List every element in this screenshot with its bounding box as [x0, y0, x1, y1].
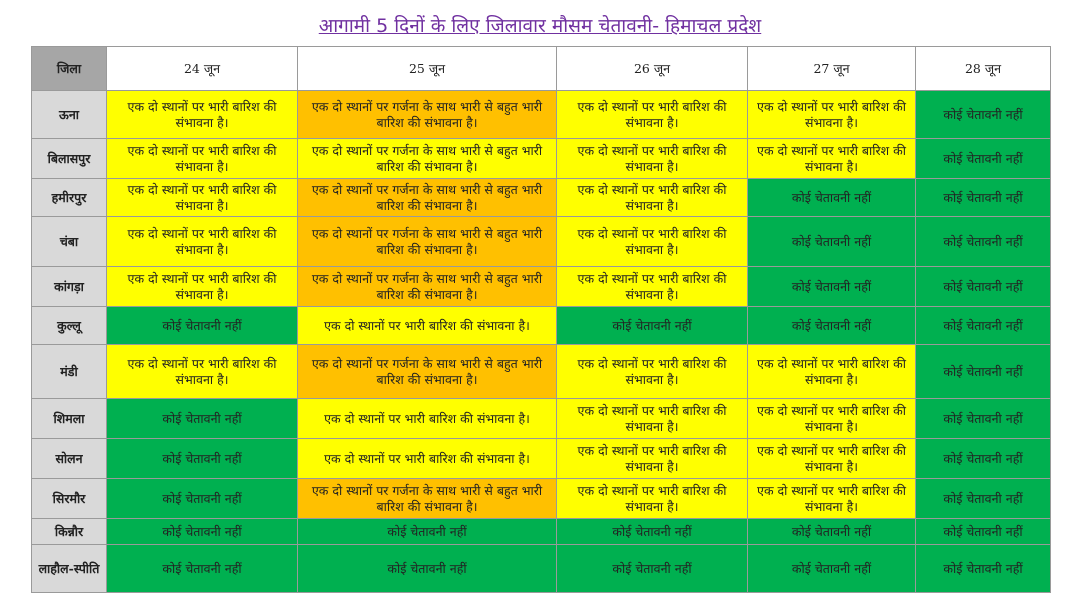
- warning-cell: कोई चेतावनी नहीं: [748, 217, 916, 267]
- warning-cell: कोई चेतावनी नहीं: [298, 545, 557, 593]
- warning-cell: कोई चेतावनी नहीं: [748, 307, 916, 345]
- district-name: बिलासपुर: [32, 139, 107, 179]
- warning-cell: एक दो स्थानों पर भारी बारिश की संभावना है।: [557, 217, 748, 267]
- warning-cell: एक दो स्थानों पर गर्जना के साथ भारी से बहुत भारी बारिश की संभावना है।: [298, 139, 557, 179]
- district-name: मंडी: [32, 345, 107, 399]
- warning-cell: एक दो स्थानों पर गर्जना के साथ भारी से बहुत भारी बारिश की संभावना है।: [298, 179, 557, 217]
- district-name: सिरमौर: [32, 479, 107, 519]
- warning-cell: कोई चेतावनी नहीं: [916, 519, 1051, 545]
- warning-cell: कोई चेतावनी नहीं: [916, 545, 1051, 593]
- warning-cell: कोई चेतावनी नहीं: [107, 439, 298, 479]
- warning-cell: कोई चेतावनी नहीं: [107, 307, 298, 345]
- warning-cell: कोई चेतावनी नहीं: [557, 519, 748, 545]
- table-row: [32, 139, 1051, 179]
- warning-cell: कोई चेतावनी नहीं: [748, 519, 916, 545]
- district-column-header: जिला: [32, 47, 107, 91]
- warning-cell: एक दो स्थानों पर भारी बारिश की संभावना है।: [748, 399, 916, 439]
- warning-cell: कोई चेतावनी नहीं: [916, 91, 1051, 139]
- warning-cell: कोई चेतावनी नहीं: [107, 519, 298, 545]
- warning-cell: एक दो स्थानों पर भारी बारिश की संभावना है।: [298, 439, 557, 479]
- warning-cell: कोई चेतावनी नहीं: [107, 479, 298, 519]
- warning-cell: एक दो स्थानों पर भारी बारिश की संभावना है।: [748, 479, 916, 519]
- warning-cell: कोई चेतावनी नहीं: [916, 479, 1051, 519]
- warning-cell: कोई चेतावनी नहीं: [107, 545, 298, 593]
- table-row: [32, 399, 1051, 439]
- district-name: ऊना: [32, 91, 107, 139]
- district-name: लाहौल-स्पीति: [32, 545, 107, 593]
- table-body: [32, 91, 1051, 593]
- warning-cell: कोई चेतावनी नहीं: [557, 307, 748, 345]
- warning-cell: एक दो स्थानों पर भारी बारिश की संभावना है।: [557, 267, 748, 307]
- warning-cell: एक दो स्थानों पर भारी बारिश की संभावना है।: [557, 439, 748, 479]
- warning-cell: एक दो स्थानों पर भारी बारिश की संभावना है।: [748, 439, 916, 479]
- warning-cell: कोई चेतावनी नहीं: [748, 545, 916, 593]
- warning-cell: एक दो स्थानों पर भारी बारिश की संभावना है।: [107, 91, 298, 139]
- warning-cell: एक दो स्थानों पर भारी बारिश की संभावना है।: [748, 91, 916, 139]
- warning-cell: कोई चेतावनी नहीं: [916, 217, 1051, 267]
- warning-cell: एक दो स्थानों पर भारी बारिश की संभावना है।: [748, 345, 916, 399]
- district-name: कांगड़ा: [32, 267, 107, 307]
- warning-cell: कोई चेतावनी नहीं: [916, 307, 1051, 345]
- warning-cell: कोई चेतावनी नहीं: [748, 267, 916, 307]
- warning-cell: एक दो स्थानों पर गर्जना के साथ भारी से बहुत भारी बारिश की संभावना है।: [298, 217, 557, 267]
- district-name: किन्नौर: [32, 519, 107, 545]
- warning-cell: एक दो स्थानों पर गर्जना के साथ भारी से बहुत भारी बारिश की संभावना है।: [298, 91, 557, 139]
- warning-cell: एक दो स्थानों पर भारी बारिश की संभावना है।: [557, 345, 748, 399]
- table-row: [32, 91, 1051, 139]
- warning-cell: कोई चेतावनी नहीं: [916, 345, 1051, 399]
- district-name: चंबा: [32, 217, 107, 267]
- date-header: 28 जून: [916, 47, 1051, 91]
- table-row: [32, 545, 1051, 593]
- warning-cell: एक दो स्थानों पर भारी बारिश की संभावना है।: [107, 139, 298, 179]
- warning-cell: एक दो स्थानों पर भारी बारिश की संभावना है।: [557, 399, 748, 439]
- table-row: [32, 217, 1051, 267]
- page-title: आगामी 5 दिनों के लिए जिलावार मौसम चेतावनी- हिमाचल प्रदेश: [318, 15, 762, 37]
- district-name: सोलन: [32, 439, 107, 479]
- warning-cell: एक दो स्थानों पर भारी बारिश की संभावना है।: [557, 139, 748, 179]
- district-name: हमीरपुर: [32, 179, 107, 217]
- warning-cell: कोई चेतावनी नहीं: [916, 139, 1051, 179]
- warning-cell: कोई चेतावनी नहीं: [916, 439, 1051, 479]
- warning-cell: एक दो स्थानों पर भारी बारिश की संभावना है।: [107, 217, 298, 267]
- warning-cell: कोई चेतावनी नहीं: [557, 545, 748, 593]
- warning-cell: कोई चेतावनी नहीं: [107, 399, 298, 439]
- warning-cell: एक दो स्थानों पर गर्जना के साथ भारी से बहुत भारी बारिश की संभावना है।: [298, 479, 557, 519]
- warning-cell: एक दो स्थानों पर भारी बारिश की संभावना है।: [557, 91, 748, 139]
- warning-cell: कोई चेतावनी नहीं: [748, 179, 916, 217]
- warning-cell: एक दो स्थानों पर भारी बारिश की संभावना है।: [557, 479, 748, 519]
- warning-cell: एक दो स्थानों पर गर्जना के साथ भारी से बहुत भारी बारिश की संभावना है।: [298, 345, 557, 399]
- table-row: [32, 307, 1051, 345]
- table-row: [32, 519, 1051, 545]
- date-header: 24 जून: [107, 47, 298, 91]
- district-warning-table: [31, 46, 1051, 593]
- warning-cell: एक दो स्थानों पर भारी बारिश की संभावना है।: [748, 139, 916, 179]
- warning-cell: एक दो स्थानों पर भारी बारिश की संभावना है।: [557, 179, 748, 217]
- header-row: [32, 47, 1051, 91]
- warning-cell: एक दो स्थानों पर भारी बारिश की संभावना है।: [107, 267, 298, 307]
- date-header: 25 जून: [298, 47, 557, 91]
- district-name: कुल्लू: [32, 307, 107, 345]
- table-row: [32, 345, 1051, 399]
- warning-cell: एक दो स्थानों पर भारी बारिश की संभावना है।: [298, 399, 557, 439]
- warning-cell: एक दो स्थानों पर गर्जना के साथ भारी से बहुत भारी बारिश की संभावना है।: [298, 267, 557, 307]
- warning-cell: कोई चेतावनी नहीं: [916, 179, 1051, 217]
- warning-cell: एक दो स्थानों पर भारी बारिश की संभावना है।: [107, 345, 298, 399]
- table-row: [32, 479, 1051, 519]
- warning-cell: कोई चेतावनी नहीं: [298, 519, 557, 545]
- warning-cell: एक दो स्थानों पर भारी बारिश की संभावना है।: [298, 307, 557, 345]
- date-header: 26 जून: [557, 47, 748, 91]
- warning-cell: कोई चेतावनी नहीं: [916, 267, 1051, 307]
- table-row: [32, 179, 1051, 217]
- warning-cell: कोई चेतावनी नहीं: [916, 399, 1051, 439]
- date-header: 27 जून: [748, 47, 916, 91]
- district-name: शिमला: [32, 399, 107, 439]
- warning-cell: एक दो स्थानों पर भारी बारिश की संभावना है।: [107, 179, 298, 217]
- table-row: [32, 267, 1051, 307]
- table-row: [32, 439, 1051, 479]
